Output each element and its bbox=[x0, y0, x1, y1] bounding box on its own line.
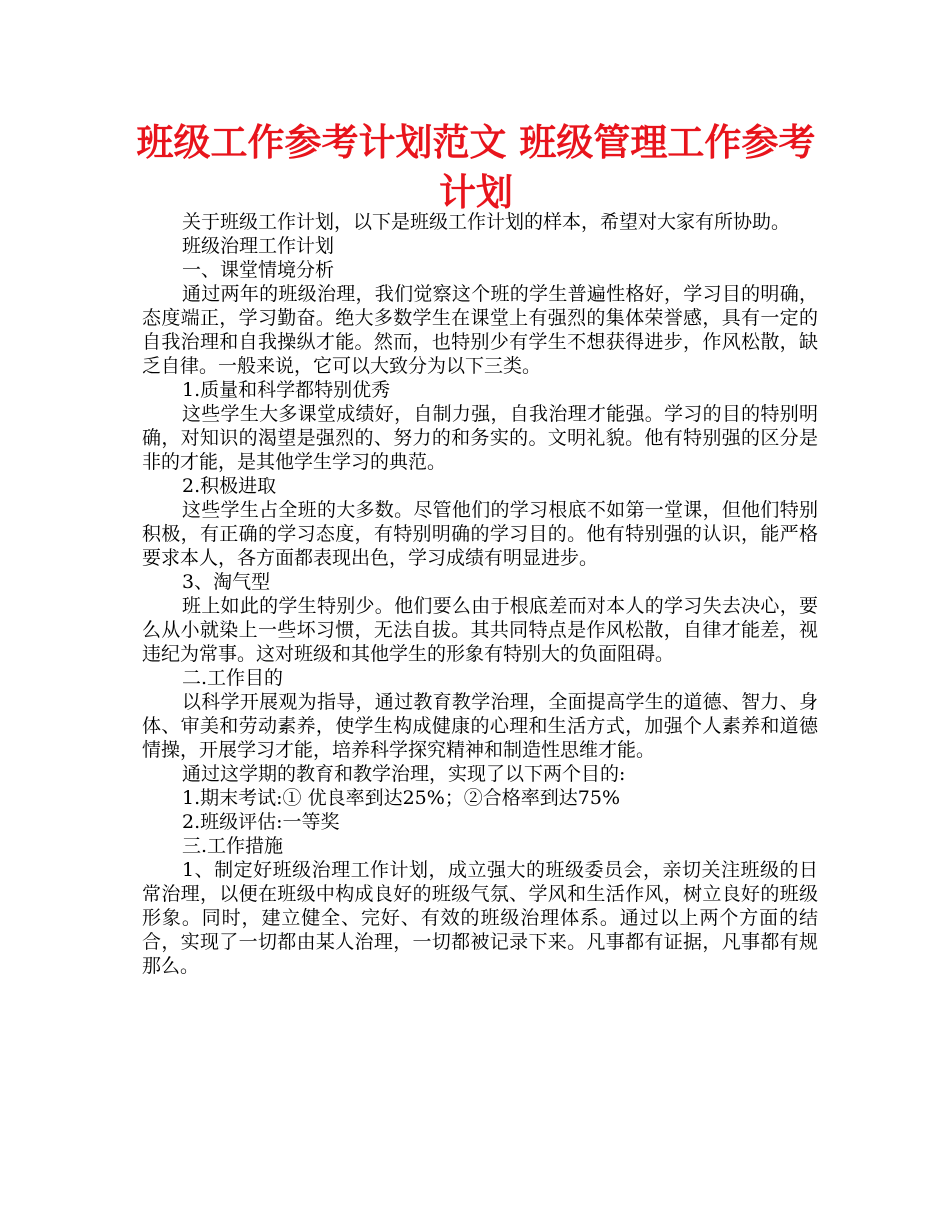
section-heading: 二.工作目的 bbox=[182, 667, 284, 689]
section-heading: 班级治理工作计划 bbox=[182, 235, 335, 257]
body-paragraph: 1、制定好班级治理工作计划，成立强大的班级委员会，亲切关注班级的日常治理，以便在班级中构成良好的班级气氛、学风和生活作风，树立良好的班级形象。同时，建立健全、完好、有效的班级治理体系。通过以上两个方面的结合，实现了一切都由某人治理，一切都被记录下来。凡事都有证据，凡事都有规那么。 bbox=[142, 859, 818, 977]
section-heading: 一、课堂情境分析 bbox=[182, 259, 335, 281]
list-item: 2.班级评估:一等奖 bbox=[182, 811, 340, 833]
document-title: 班级工作参考计划范文 班级管理工作参考计划 bbox=[136, 121, 816, 214]
body-paragraph: 通过两年的班级治理，我们觉察这个班的学生普遍性格好，学习目的明确，态度端正，学习勤奋。绝大多数学生在课堂上有强烈的集体荣誉感，具有一定的自我治理和自我操纵才能。然而，也特别少有学生不想获得进步，作风松散，缺乏自律。一般来说，它可以大致分为以下三类。 bbox=[142, 283, 818, 377]
section-heading: 三.工作措施 bbox=[182, 835, 284, 857]
body-paragraph: 这些学生大多课堂成绩好，自制力强，自我治理才能强。学习的目的特别明确，对知识的渴望是强烈的、努力的和务实的。文明礼貌。他有特别强的区分是非的才能，是其他学生学习的典范。 bbox=[142, 403, 818, 473]
subsection-heading: 2.积极进取 bbox=[182, 475, 277, 497]
subsection-heading: 3、淘气型 bbox=[182, 571, 271, 593]
intro-paragraph: 关于班级工作计划，以下是班级工作计划的样本，希望对大家有所协助。 bbox=[182, 211, 791, 233]
body-paragraph: 班上如此的学生特别少。他们要么由于根底差而对本人的学习失去决心，要么从小就染上一些坏习惯，无法自拔。其共同特点是作风松散，自律才能差，视违纪为常事。这对班级和其他学生的形象有特别大的负面阻碍。 bbox=[142, 595, 818, 665]
subsection-heading: 1.质量和科学都特别优秀 bbox=[182, 379, 391, 401]
document-body bbox=[142, 210, 818, 978]
list-item: 1.期末考试:① 优良率到达25%；②合格率到达75% bbox=[182, 787, 621, 809]
body-paragraph: 这些学生占全班的大多数。尽管他们的学习根底不如第一堂课，但他们特别积极，有正确的学习态度，有特别明确的学习目的。他有特别强的认识，能严格要求本人，各方面都表现出色，学习成绩有明显进步。 bbox=[142, 499, 818, 569]
body-paragraph: 通过这学期的教育和教学治理，实现了以下两个目的: bbox=[182, 763, 626, 785]
body-paragraph: 以科学开展观为指导，通过教育教学治理，全面提高学生的道德、智力、身体、审美和劳动素养，使学生构成健康的心理和生活方式，加强个人素养和道德情操，开展学习才能，培养科学探究精神和制造性思维才能。 bbox=[142, 691, 818, 761]
